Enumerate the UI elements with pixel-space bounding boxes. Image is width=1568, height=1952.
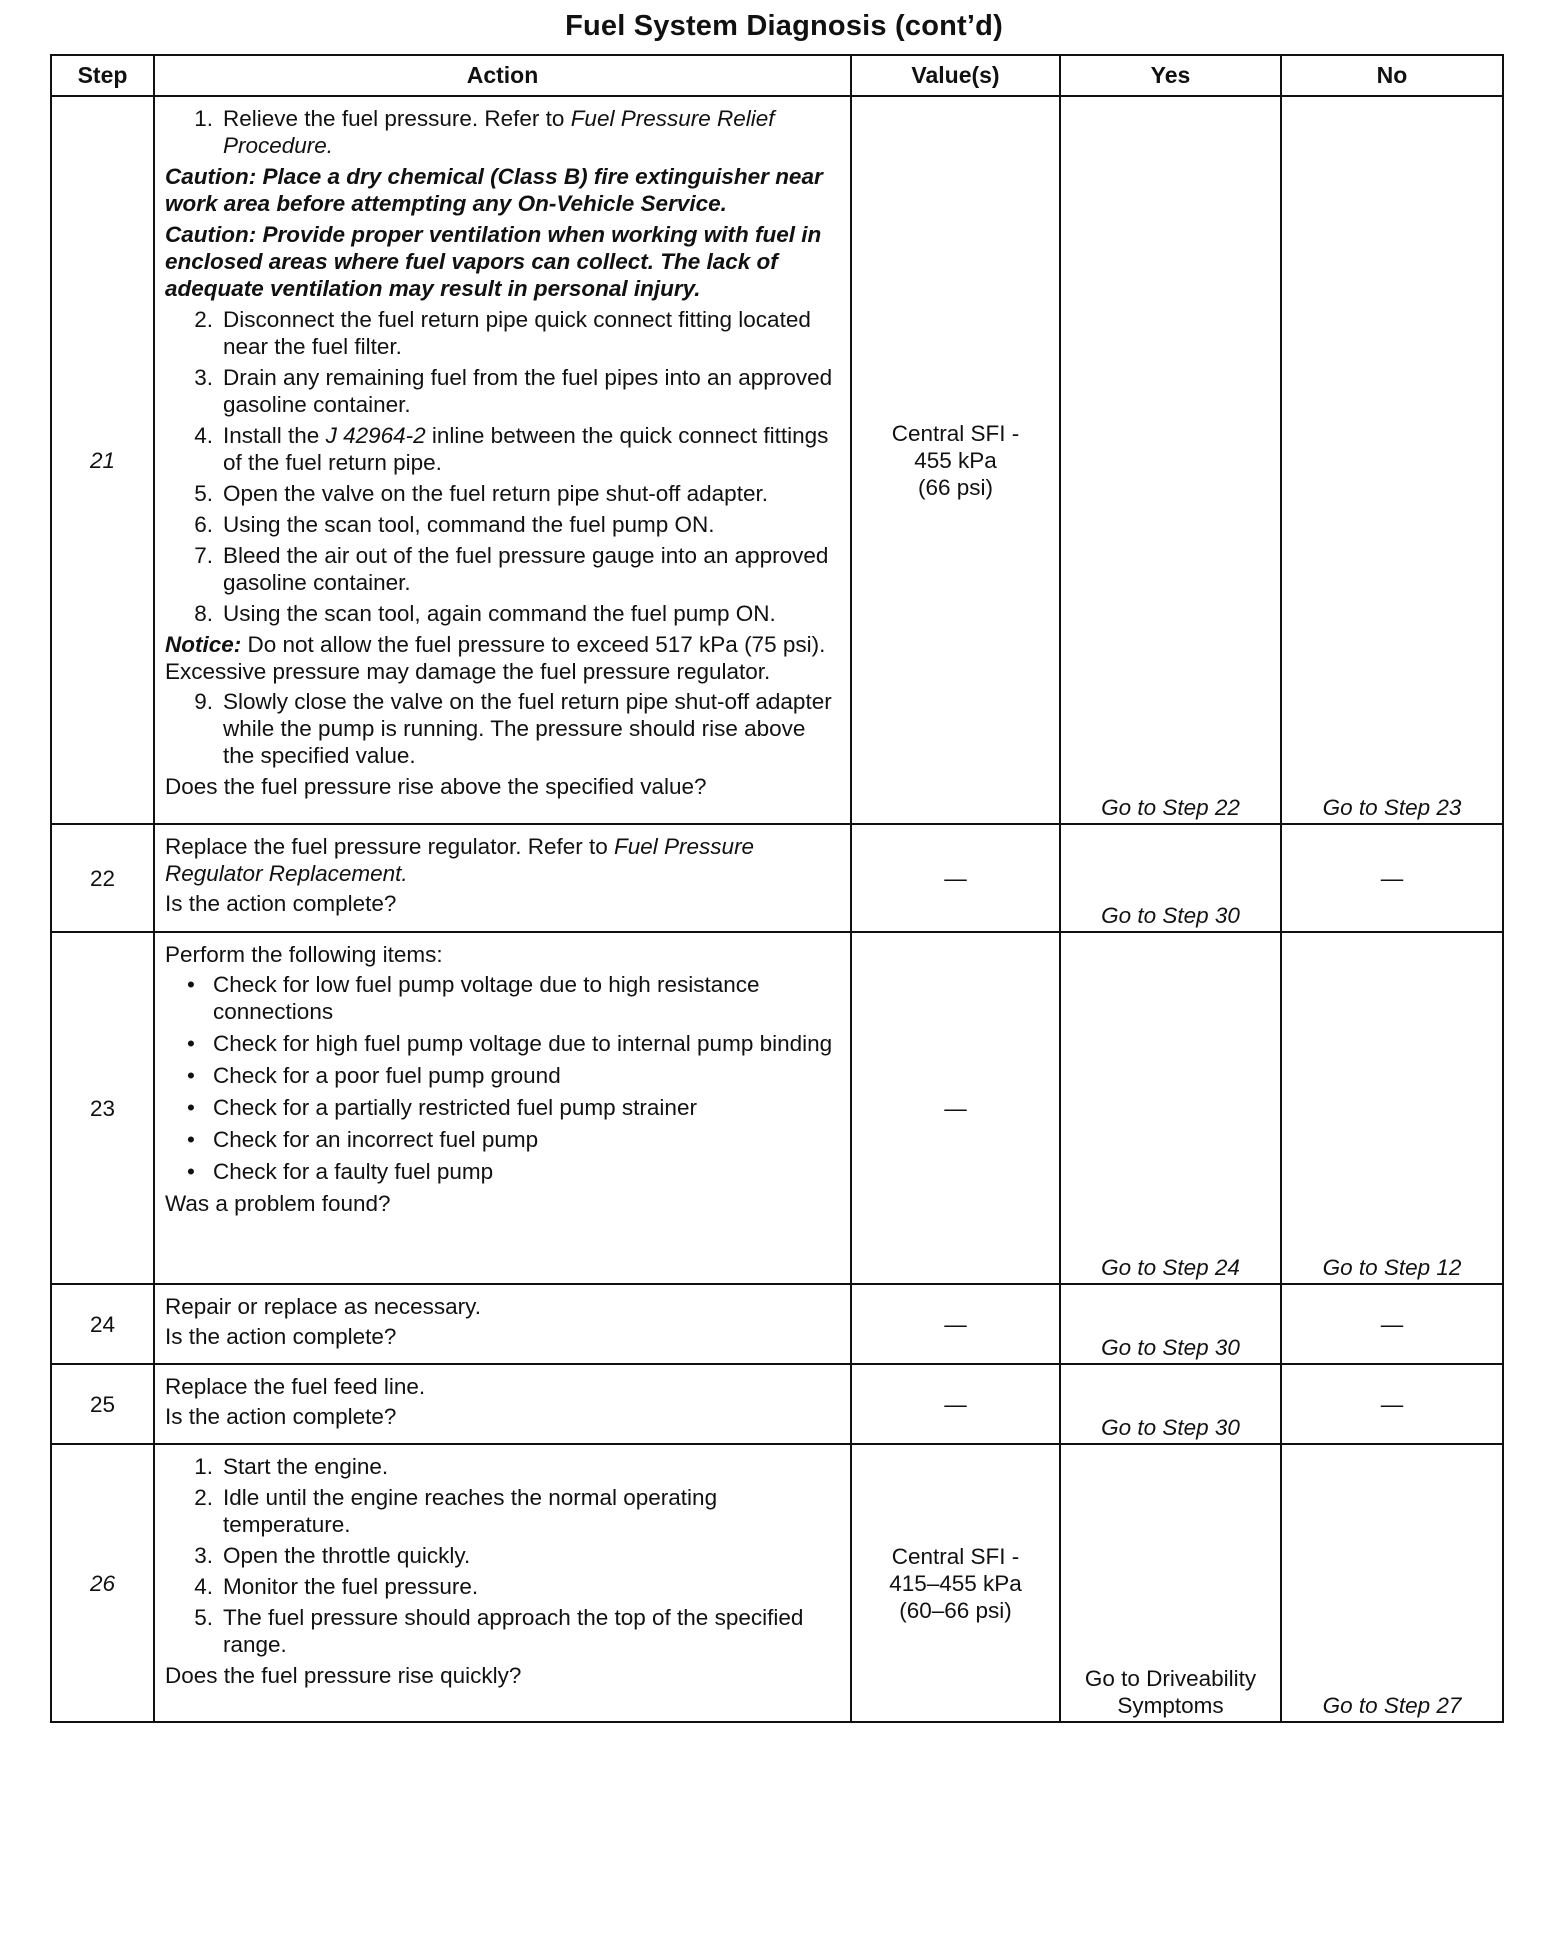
value-cell: —: [851, 1284, 1060, 1364]
action-question: Is the action complete?: [165, 1404, 397, 1429]
value-line: (66 psi): [917, 474, 994, 500]
yes-result: Go to Step 22: [1101, 795, 1240, 820]
caution-note: Caution: Provide proper ventilation when working with fuel in enclosed areas where fuel vapors can collect. The lack of adequate ventilation may result in personal injury.: [165, 222, 822, 301]
action-cell: [154, 1364, 851, 1444]
check-text: Check for a partially restricted fuel pump strainer: [213, 1095, 697, 1120]
check-item: • Check for low fuel pump voltage due to high resistance connections: [187, 972, 760, 1024]
check-text: Check for a faulty fuel pump: [213, 1159, 494, 1184]
action-item: 2. Disconnect the fuel return pipe quick connect fitting located near the fuel filter.: [194, 307, 811, 359]
action-intro: Perform the following items:: [165, 942, 443, 967]
yes-cell: [1060, 932, 1281, 1284]
value-cell: —: [851, 932, 1060, 1284]
yes-result: Go to Step 30: [1101, 1415, 1240, 1440]
yes-cell: [1060, 824, 1281, 932]
action-text: Using the scan tool, again command the fuel pump ON.: [223, 601, 776, 626]
value-cell: [851, 1444, 1060, 1722]
check-text: Check for high fuel pump voltage due to internal pump binding: [213, 1031, 833, 1056]
value-cell: [851, 96, 1060, 824]
action-text: Repair or replace as necessary.: [165, 1294, 481, 1319]
check-text: Check for a poor fuel pump ground: [213, 1063, 561, 1088]
step-number: 25: [51, 1364, 154, 1444]
action-question: Was a problem found?: [165, 1191, 391, 1216]
action-cell: [154, 824, 851, 932]
action-text: Install the: [223, 423, 326, 448]
procedure-reference: Fuel Pressure Relief Procedure.: [223, 106, 775, 158]
notice-label: Notice:: [165, 632, 242, 657]
table-header-row: [51, 55, 1503, 96]
step-number: 26: [51, 1444, 154, 1722]
action-item: 5. The fuel pressure should approach the top of the specified range.: [194, 1605, 804, 1657]
action-item: 1. Relieve the fuel pressure. Refer to Fuel Pressure Relief Procedure.: [194, 106, 775, 158]
action-question: Is the action complete?: [165, 891, 397, 916]
action-text: Idle until the engine reaches the normal operating temperature.: [223, 1485, 718, 1537]
action-text: Open the throttle quickly.: [223, 1543, 471, 1568]
step-number: 23: [51, 932, 154, 1284]
value-line: 415–455 kPa: [889, 1570, 1022, 1596]
action-question: Does the fuel pressure rise quickly?: [165, 1663, 522, 1688]
no-cell: —: [1281, 1284, 1503, 1364]
action-text: Relieve the fuel pressure. Refer to: [223, 106, 571, 131]
action-text: Open the valve on the fuel return pipe shut-off adapter.: [223, 481, 768, 506]
action-text: Slowly close the valve on the fuel return pipe shut-off adapter while the pump is running. The pressure should rise above the specified value.: [223, 689, 832, 768]
diagnosis-table: [50, 54, 1504, 1723]
action-item: 7. Bleed the air out of the fuel pressure gauge into an approved gasoline container.: [194, 543, 829, 595]
action-item: 3. Open the throttle quickly.: [194, 1543, 471, 1568]
action-item: [165, 833, 842, 887]
yes-result: Go to Driveability: [1084, 1666, 1257, 1691]
action-cell: [154, 1444, 851, 1722]
action-text: Replace the fuel pressure regulator. Refer to: [165, 834, 615, 859]
action-text: Using the scan tool, command the fuel pump ON.: [223, 512, 715, 537]
action-text: Replace the fuel feed line.: [165, 1374, 426, 1399]
action-text: inline between the quick connect fittings of the fuel return pipe.: [223, 423, 829, 475]
table-row-step-26: [51, 1444, 1503, 1722]
yes-result: Go to Step 24: [1101, 1255, 1240, 1280]
action-item: 9. Slowly close the valve on the fuel return pipe shut-off adapter while the pump is running. The pressure should rise above the specified value.: [194, 689, 832, 768]
table-row-step-25: [51, 1364, 1503, 1444]
action-text: Disconnect the fuel return pipe quick connect fitting located near the fuel filter.: [223, 307, 811, 359]
header-action: Action: [154, 55, 851, 96]
header-values: Value(s): [851, 55, 1060, 96]
no-cell: —: [1281, 1364, 1503, 1444]
value-line: (60–66 psi): [899, 1597, 1012, 1623]
table-row-step-24: [51, 1284, 1503, 1364]
action-item: 8. Using the scan tool, again command the fuel pump ON.: [194, 601, 776, 626]
yes-cell: [1060, 1444, 1281, 1722]
no-cell: [1281, 1444, 1503, 1722]
notice: [165, 631, 842, 685]
action-item: 4. Install the J 42964-2 inline between the quick connect fittings of the fuel return pipe.: [194, 423, 829, 475]
yes-result: Symptoms: [1117, 1693, 1224, 1718]
yes-result: Go to Step 30: [1101, 903, 1240, 928]
action-text: Monitor the fuel pressure.: [223, 1574, 479, 1599]
action-item: 4. Monitor the fuel pressure.: [194, 1574, 479, 1599]
yes-result: Go to Step 30: [1101, 1335, 1240, 1360]
check-item: • Check for an incorrect fuel pump: [187, 1127, 539, 1152]
no-result: Go to Step 23: [1322, 795, 1462, 820]
check-item: • Check for a faulty fuel pump: [187, 1159, 494, 1184]
step-number: 24: [51, 1284, 154, 1364]
step-number: 22: [51, 824, 154, 932]
caution-note: Caution: Place a dry chemical (Class B) fire extinguisher near work area before attempting any On-Vehicle Service.: [165, 164, 823, 216]
header-no: No: [1281, 55, 1503, 96]
check-text: Check for low fuel pump voltage due to high resistance connections: [213, 972, 760, 1024]
no-cell: [1281, 932, 1503, 1284]
check-item: • Check for high fuel pump voltage due to internal pump binding: [187, 1031, 833, 1056]
action-text: Drain any remaining fuel from the fuel pipes into an approved gasoline container.: [223, 365, 833, 417]
action-text: Start the engine.: [223, 1454, 389, 1479]
check-text: Check for an incorrect fuel pump: [213, 1127, 539, 1152]
procedure-reference: Fuel Pressure Regulator Replacement.: [165, 834, 755, 886]
action-cell: [154, 1284, 851, 1364]
step-number: 21: [51, 96, 154, 824]
action-item: 3. Drain any remaining fuel from the fuel pipes into an approved gasoline container.: [194, 365, 833, 417]
action-cell: [154, 96, 851, 824]
no-result: Go to Step 27: [1322, 1693, 1462, 1718]
value-cell: —: [851, 824, 1060, 932]
yes-cell: [1060, 96, 1281, 824]
tool-reference: J 42964-2: [325, 423, 426, 448]
header-step: Step: [51, 55, 154, 96]
action-question: Does the fuel pressure rise above the specified value?: [165, 774, 707, 799]
value-cell: —: [851, 1364, 1060, 1444]
action-item: 1. Start the engine.: [194, 1454, 389, 1479]
page-title: Fuel System Diagnosis (cont’d): [565, 10, 1003, 42]
action-text: Bleed the air out of the fuel pressure gauge into an approved gasoline container.: [223, 543, 829, 595]
table-row-step-21: [51, 96, 1503, 824]
action-text: The fuel pressure should approach the top of the specified range.: [223, 1605, 804, 1657]
header-yes: Yes: [1060, 55, 1281, 96]
action-question: Is the action complete?: [165, 1324, 397, 1349]
no-cell: [1281, 96, 1503, 824]
yes-cell: [1060, 1284, 1281, 1364]
table-row-step-23: [51, 932, 1503, 1284]
value-line: 455 kPa: [914, 447, 997, 473]
action-item: 5. Open the valve on the fuel return pipe shut-off adapter.: [194, 481, 768, 506]
value-line: Central SFI -: [891, 1543, 1020, 1569]
value-line: Central SFI -: [891, 420, 1020, 446]
action-item: 6. Using the scan tool, command the fuel pump ON.: [194, 512, 715, 537]
no-result: Go to Step 12: [1322, 1255, 1462, 1280]
action-cell: [154, 932, 851, 1284]
yes-cell: [1060, 1364, 1281, 1444]
no-cell: —: [1281, 824, 1503, 932]
check-item: • Check for a poor fuel pump ground: [187, 1063, 561, 1088]
action-item: 2. Idle until the engine reaches the normal operating temperature.: [194, 1485, 718, 1537]
notice-text: Do not allow the fuel pressure to exceed 517 kPa (75 psi). Excessive pressure may damage the fuel pressure regulator.: [165, 632, 826, 684]
check-item: • Check for a partially restricted fuel pump strainer: [187, 1095, 697, 1120]
table-row-step-22: [51, 824, 1503, 932]
